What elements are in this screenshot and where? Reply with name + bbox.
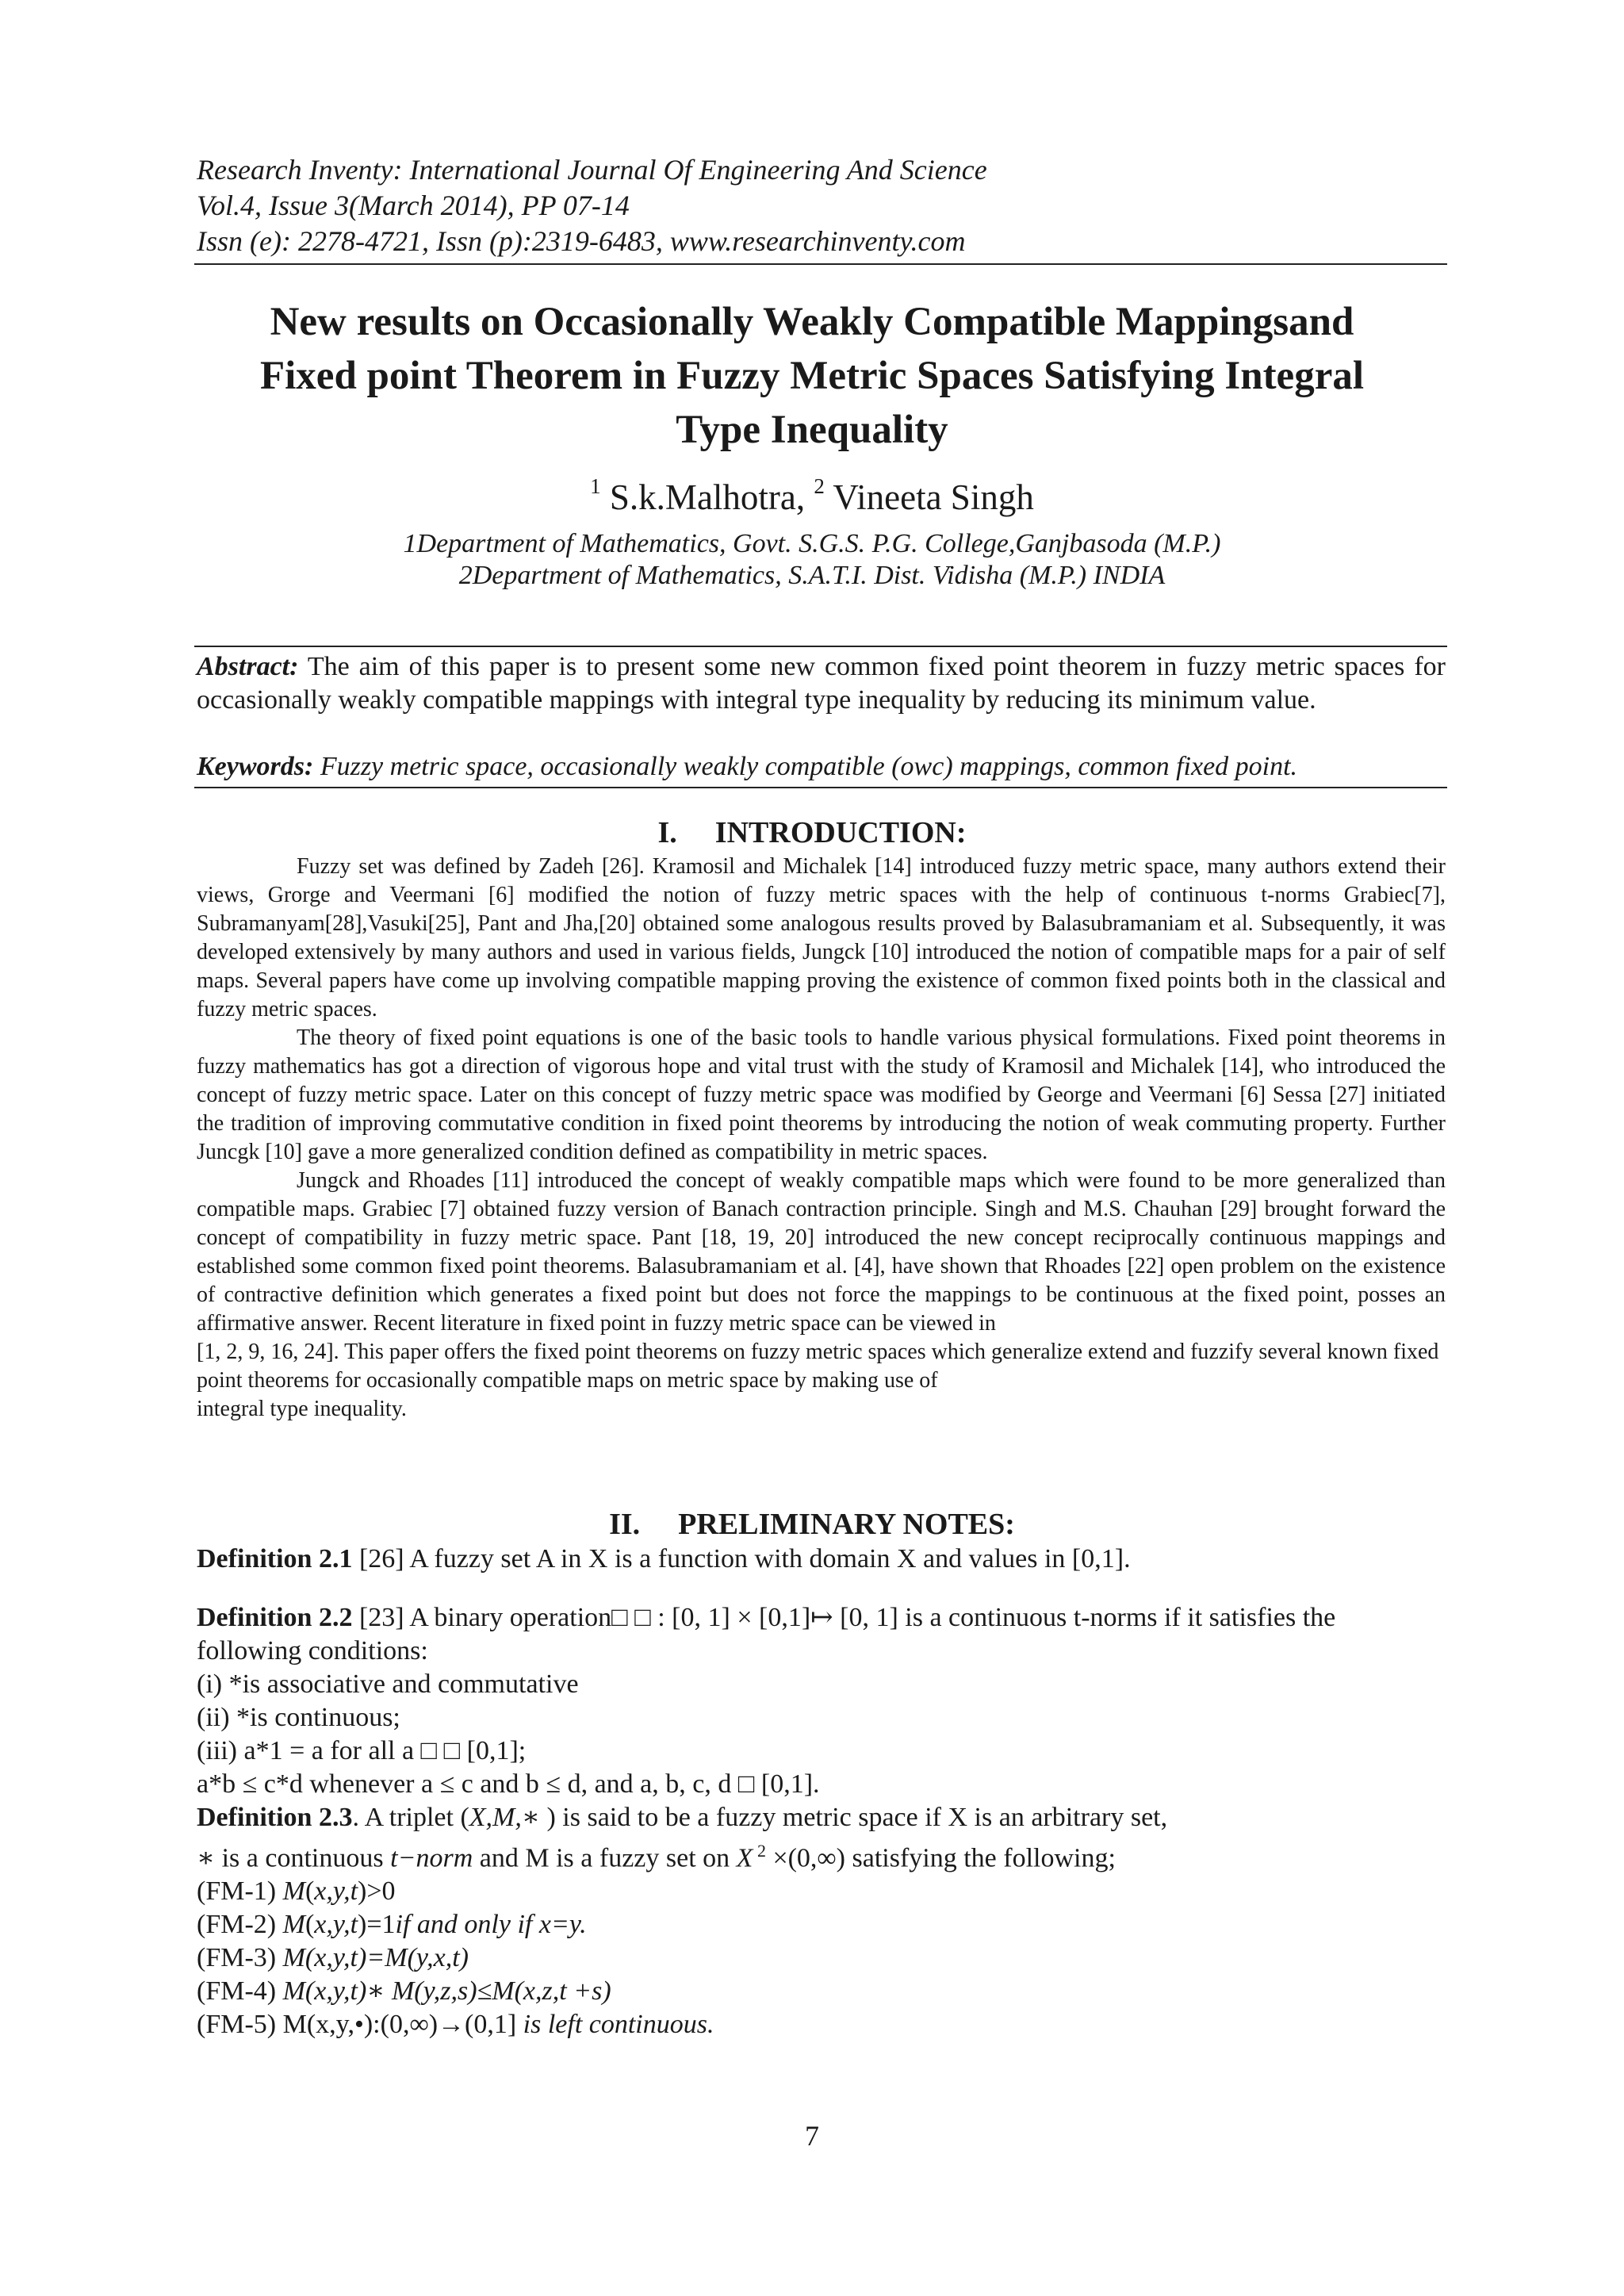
affiliation-2: 2Department of Mathematics, S.A.T.I. Dist. Vidisha (M.P.) INDIA	[458, 561, 1166, 590]
fm-1-m: M	[282, 1876, 305, 1907]
affiliation-1: 1Department of Mathematics, Govt. S.G.S. P.G. College,Ganjbasoda (M.P.)	[403, 529, 1221, 558]
section-2-number: II.	[609, 1508, 641, 1541]
definition-2-3-text-b: ∗ ) is said to be a fuzzy metric space if X is an arbitrary set,	[521, 1803, 1168, 1832]
definition-2-2-text: [23] A binary operation□ □ : [0, 1] × [0,1]↦ [0, 1] is a continuous t-norms if it satisfies the following conditions:	[197, 1603, 1336, 1665]
definition-2-3-tnorm: t−norm	[390, 1843, 473, 1873]
title-line-2: Fixed point Theorem in Fuzzy Metric Spaces Satisfying Integral	[259, 354, 1365, 398]
abstract-label: Abstract:	[197, 652, 299, 681]
fm-3-label: (FM-3)	[197, 1943, 283, 1973]
definition-2-3	[197, 1801, 1446, 1834]
definition-2-3-line-2	[197, 1834, 1446, 1875]
keywords-bottom-rule	[194, 787, 1447, 788]
condition-3: (iii) a*1 = a for all a □ □ [0,1];	[197, 1736, 527, 1765]
journal-volume: Vol.4, Issue 3(March 2014), PP 07-14	[197, 190, 630, 221]
axiom-fm-4	[197, 1975, 1446, 2008]
intro-paragraph-4: [1, 2, 9, 16, 24]. This paper offers the fixed point theorems on fuzzy metric spaces which generalize extend and fuzzify several known fixed point theorems for occasionally compatible maps on metric space by making use of	[197, 1340, 1439, 1393]
fm-2-args: x,y,t	[314, 1910, 358, 1940]
definition-2-3-text-d: and M is a fuzzy set on	[473, 1843, 737, 1873]
definition-2-3-text-e: ×(0,∞) satisfying the following;	[765, 1843, 1116, 1873]
keywords	[197, 752, 1446, 782]
author-1-name: S.k.Malhotra,	[609, 477, 806, 517]
intro-paragraph-2: The theory of fixed point equations is one of the basic tools to handle various physical formulations. Fixed point theorems in fuzzy mathematics has got a direction of vigorous hope and vital trust with the study of Kramosil and Michalek [14], who introduced the concept of fuzzy metric space. Later on this concept of fuzzy metric space was modified by George and Veermani [6] Sessa [27] initiated the tradition of improving commutative condition in fixed point theorems by introducing the notion of weak commuting property. Further Juncgk [10] gave a more generalized condition defined as compatibility in metric spaces.	[197, 1025, 1446, 1164]
abstract	[197, 650, 1446, 717]
condition-2: (ii) *is continuous;	[197, 1703, 400, 1732]
definition-2-1-label: Definition 2.1	[197, 1544, 353, 1573]
definition-2-3-text-a: A triplet (	[358, 1803, 469, 1832]
intro-paragraph-3: Jungck and Rhoades [11] introduced the concept of weakly compatible maps which were found to be more generalized than compatible maps. Grabiec [7] obtained fuzzy version of Banach contraction principle. Singh and M.S. Chauhan [29] brought forward the concept of compatibility in fuzzy metric space. Pant [18, 19, 20] introduced the new concept reciprocally continuous mappings and established some common fixed point theorems. Balasubramaniam et al. [4], have shown that Rhoades [22] open problem on the existence of contractive definition which generates a fixed point but does not force the mappings to be continuous at the fixed point, posses an affirmative answer. Recent literature in fixed point in fuzzy metric space can be viewed in	[197, 1168, 1446, 1336]
section-1-title: INTRODUCTION:	[714, 816, 967, 849]
introduction-body	[197, 853, 1446, 1424]
fm-3-expression: M(x,y,t)=M(y,x,t)	[282, 1943, 469, 1973]
author-2-name: Vineeta Singh	[833, 477, 1034, 517]
fm-1-label: (FM-1)	[197, 1876, 283, 1907]
fm-4-expression: M(x,y,t)∗ M(y,z,s)≤M(x,z,t +s)	[282, 1976, 611, 2007]
axiom-fm-2	[197, 1908, 1446, 1941]
axiom-fm-1	[197, 1875, 1446, 1908]
intro-paragraph-5: integral type inequality.	[197, 1397, 407, 1421]
fm-2-m: M	[282, 1910, 305, 1940]
definition-2-3-xm: X,M,	[469, 1803, 522, 1832]
section-1-number: I.	[657, 816, 677, 849]
abstract-top-rule	[194, 646, 1447, 647]
intro-paragraph-1: Fuzzy set was defined by Zadeh [26]. Kramosil and Michalek [14] introduced fuzzy metric space, many authors extend their views, Grorge and Veermani [6] modified the notion of fuzzy metric spaces with the help of continuous t-norms Grabiec[7], Subramanyam[28],Vasuki[25], Pant and Jha,[20] obtained some analogous results proved by Balasubramaniam et al. Subsequently, it was developed extensively by many authors and used in various fields, Jungck [10] introduced the notion of compatible maps for a pair of self maps. Several papers have come up involving compatible mapping proving the existence of common fixed points both in the classical and fuzzy metric spaces.	[197, 854, 1446, 1022]
abstract-text: The aim of this paper is to present some new common fixed point theorem in fuzzy metric spaces for occasionally weakly compatible mappings with integral type inequality by reducing its minimum value.	[197, 652, 1446, 715]
fm-1-args: x,y,t	[314, 1876, 358, 1907]
definition-2-3-sup: 2	[753, 1841, 766, 1861]
condition-1: (i) *is associative and commutative	[197, 1669, 579, 1699]
axiom-fm-5	[197, 2008, 1446, 2041]
section-heading-introduction	[0, 815, 1624, 850]
title-line-3: Type Inequality	[676, 408, 948, 452]
fm-5-tail: is left continuous.	[516, 2010, 714, 2040]
section-2-title: PRELIMINARY NOTES:	[678, 1508, 1015, 1541]
keywords-label: Keywords:	[197, 752, 314, 781]
fm-5-label: (FM-5)	[197, 2010, 283, 2040]
definition-2-1-text: [26] A fuzzy set A in X is a function with domain X and values in [0,1].	[352, 1544, 1131, 1573]
paper-title	[159, 295, 1465, 457]
definition-2-3-label: Definition 2.3	[197, 1803, 353, 1832]
fm-5-expression: M(x,y,•):(0,∞)→(0,1]	[282, 2010, 517, 2040]
journal-name: Research Inventy: International Journal Of Engineering And Science	[197, 154, 987, 186]
definition-2-2	[197, 1601, 1446, 1668]
definition-2-3-dot: .	[352, 1803, 359, 1832]
title-line-1: New results on Occasionally Weakly Compatible Mappingsand	[270, 300, 1354, 344]
definition-2-3-x: X	[736, 1843, 753, 1873]
authors	[0, 474, 1624, 518]
fm-2-label: (FM-2)	[197, 1910, 283, 1940]
section-heading-preliminary	[0, 1507, 1624, 1542]
condition-4: a*b ≤ c*d whenever a ≤ c and b ≤ d, and a, b, c, d □ [0,1].	[197, 1769, 820, 1799]
spacer	[197, 1576, 1446, 1601]
definition-2-2-label: Definition 2.2	[197, 1603, 353, 1632]
definition-2-1	[197, 1543, 1446, 1576]
fm-4-label: (FM-4)	[197, 1976, 283, 2007]
keywords-text: Fuzzy metric space, occasionally weakly compatible (owc) mappings, common fixed point.	[320, 752, 1298, 781]
fm-2-condition: if and only if x=y.	[395, 1910, 587, 1940]
author-1-sup: 1	[590, 474, 601, 498]
header-rule	[194, 263, 1447, 265]
preliminary-body	[197, 1543, 1446, 2041]
axiom-fm-3	[197, 1941, 1446, 1975]
journal-header	[197, 152, 1446, 259]
page-number: 7	[805, 2120, 819, 2152]
fm-2-open: (	[304, 1910, 315, 1940]
definition-2-3-text-c: ∗ is a continuous	[197, 1843, 391, 1873]
fm-1-close: )>0	[358, 1876, 396, 1907]
fm-1-open: (	[304, 1876, 315, 1907]
fm-2-close: )=1	[358, 1910, 396, 1940]
journal-issn: Issn (e): 2278-4721, Issn (p):2319-6483, www.researchinventy.com	[197, 225, 966, 257]
author-2-sup: 2	[814, 474, 825, 498]
